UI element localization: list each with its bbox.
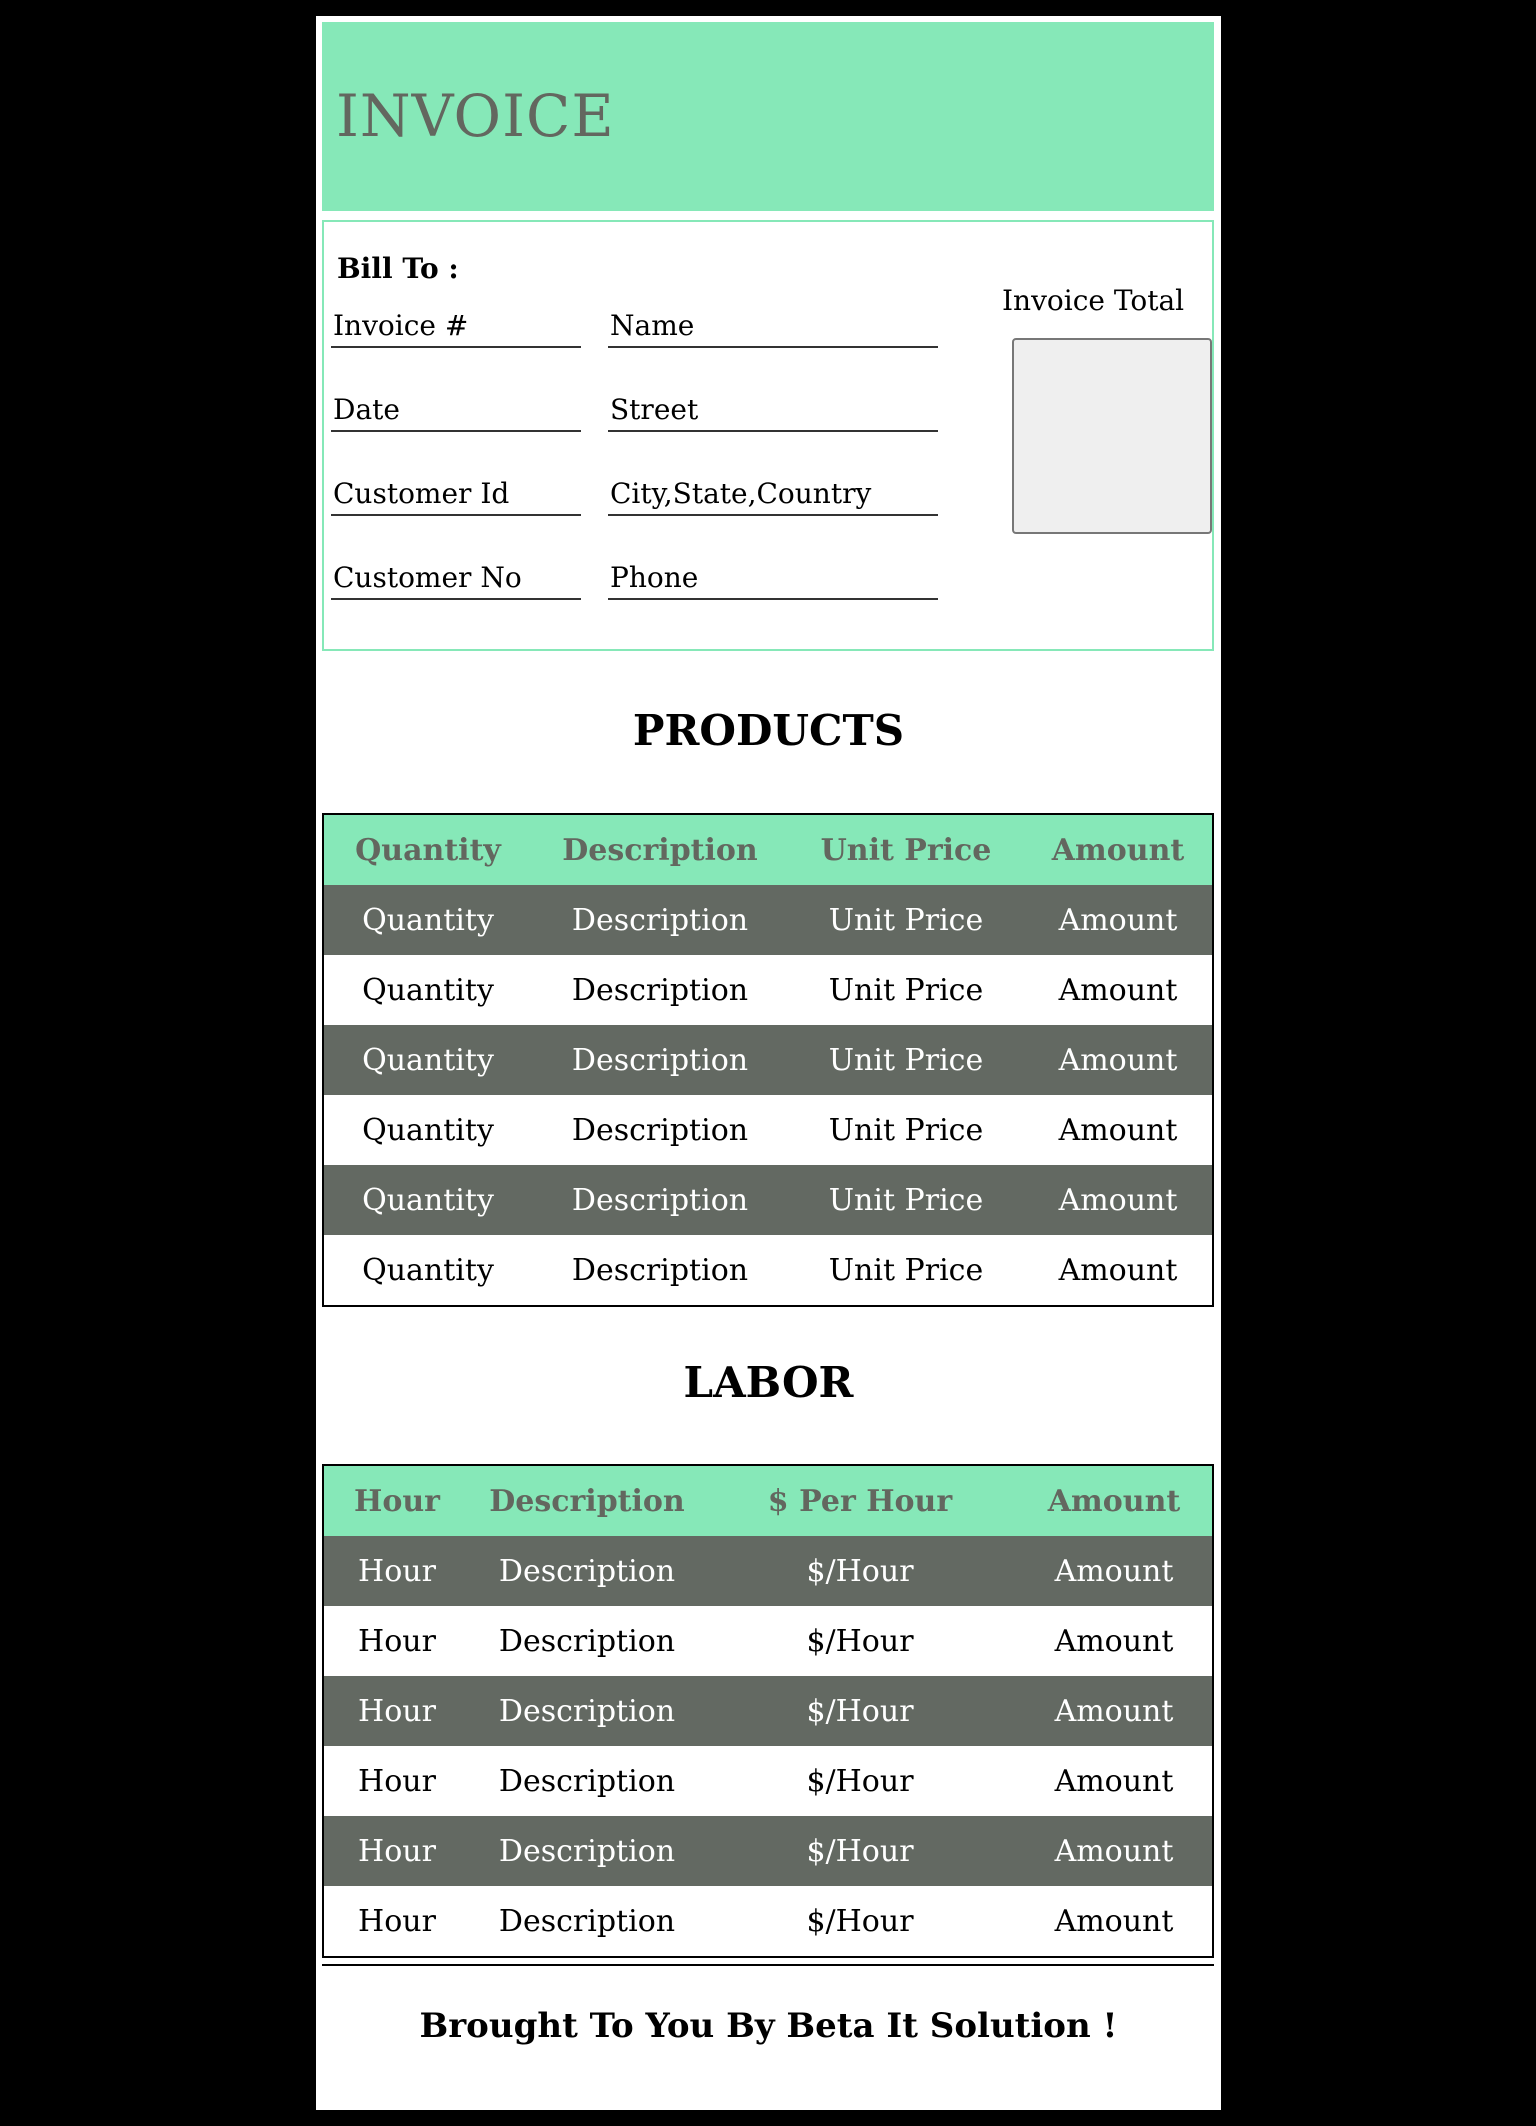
table-cell[interactable]: $/Hour xyxy=(806,1553,914,1589)
city-state-country-label: City,State,Country xyxy=(610,477,872,510)
table-row xyxy=(324,1886,1212,1956)
table-cell[interactable]: $/Hour xyxy=(806,1903,914,1939)
table-cell[interactable]: Quantity xyxy=(362,1042,494,1078)
table-row xyxy=(324,1536,1212,1606)
column-header: $ Per Hour xyxy=(767,1483,953,1519)
table-cell[interactable]: Unit Price xyxy=(828,1252,984,1288)
invoice-title: INVOICE xyxy=(336,82,615,150)
table-cell[interactable]: Hour xyxy=(358,1623,436,1659)
labor-table xyxy=(322,1464,1214,1958)
column-header: Unit Price xyxy=(820,832,992,868)
table-cell[interactable]: Description xyxy=(571,1252,749,1288)
invoice-number-label: Invoice # xyxy=(333,309,469,342)
city-state-country-field[interactable] xyxy=(608,472,938,516)
table-cell[interactable]: $/Hour xyxy=(806,1833,914,1869)
column-header: Amount xyxy=(1051,832,1185,868)
table-cell[interactable]: Description xyxy=(571,1042,749,1078)
customer-id-field[interactable] xyxy=(331,472,581,516)
table-row xyxy=(324,1606,1212,1676)
table-cell[interactable]: Amount xyxy=(1054,1903,1174,1939)
table-cell[interactable]: Amount xyxy=(1054,1763,1174,1799)
table-cell[interactable]: Quantity xyxy=(362,902,494,938)
table-cell[interactable]: Amount xyxy=(1054,1833,1174,1869)
table-cell[interactable]: Unit Price xyxy=(828,1182,984,1218)
table-cell[interactable]: Hour xyxy=(358,1693,436,1729)
table-cell[interactable]: Unit Price xyxy=(828,1112,984,1148)
table-cell[interactable]: Description xyxy=(571,902,749,938)
street-label: Street xyxy=(610,393,699,426)
customer-no-field[interactable] xyxy=(331,556,581,600)
footer-divider xyxy=(322,1964,1214,1966)
labor-header-row xyxy=(324,1466,1212,1536)
table-cell[interactable]: Amount xyxy=(1054,1623,1174,1659)
table-row xyxy=(324,1025,1212,1095)
table-row xyxy=(324,1676,1212,1746)
date-label: Date xyxy=(333,393,400,426)
column-header: Description xyxy=(562,832,758,868)
table-cell[interactable]: Hour xyxy=(358,1763,436,1799)
table-cell[interactable]: $/Hour xyxy=(806,1693,914,1729)
table-row xyxy=(324,1235,1212,1305)
street-field[interactable] xyxy=(608,388,938,432)
table-cell[interactable]: Quantity xyxy=(362,1112,494,1148)
name-field[interactable] xyxy=(608,304,938,348)
table-cell[interactable]: $/Hour xyxy=(806,1763,914,1799)
table-row xyxy=(324,1746,1212,1816)
products-header-row xyxy=(324,815,1212,885)
table-row xyxy=(324,1165,1212,1235)
table-row xyxy=(324,885,1212,955)
invoice-number-field[interactable] xyxy=(331,304,581,348)
table-cell[interactable]: Amount xyxy=(1058,902,1178,938)
customer-id-label: Customer Id xyxy=(333,477,510,510)
invoice-total-box[interactable] xyxy=(1012,338,1212,534)
phone-field[interactable] xyxy=(608,556,938,600)
table-cell[interactable]: Description xyxy=(571,972,749,1008)
table-cell[interactable]: Description xyxy=(571,1182,749,1218)
table-cell[interactable]: Unit Price xyxy=(828,902,984,938)
name-label: Name xyxy=(610,309,695,342)
column-header: Quantity xyxy=(355,832,501,868)
table-cell[interactable]: Description xyxy=(498,1693,676,1729)
table-cell[interactable]: Description xyxy=(498,1623,676,1659)
products-table xyxy=(322,813,1214,1307)
invoice-header xyxy=(322,22,1214,211)
table-cell[interactable]: Description xyxy=(498,1833,676,1869)
bill-to-label: Bill To : xyxy=(337,252,459,285)
labor-title: LABOR xyxy=(683,1358,854,1407)
table-cell[interactable]: Description xyxy=(498,1903,676,1939)
table-cell[interactable]: Amount xyxy=(1058,1182,1178,1218)
invoice-total-label: Invoice Total xyxy=(1002,284,1185,317)
table-cell[interactable]: Description xyxy=(571,1112,749,1148)
table-cell[interactable]: Description xyxy=(498,1553,676,1589)
table-cell[interactable]: Hour xyxy=(358,1903,436,1939)
table-cell[interactable]: Amount xyxy=(1054,1553,1174,1589)
table-cell[interactable]: Unit Price xyxy=(828,1042,984,1078)
table-cell[interactable]: $/Hour xyxy=(806,1623,914,1659)
table-cell[interactable]: Hour xyxy=(358,1553,436,1589)
table-row xyxy=(324,1095,1212,1165)
table-cell[interactable]: Amount xyxy=(1058,1252,1178,1288)
table-cell[interactable]: Amount xyxy=(1058,1112,1178,1148)
table-row xyxy=(324,1816,1212,1886)
column-header: Description xyxy=(489,1483,685,1519)
table-cell[interactable]: Quantity xyxy=(362,1182,494,1218)
date-field[interactable] xyxy=(331,388,581,432)
bill-to-section xyxy=(322,220,1214,651)
invoice-page xyxy=(316,16,1221,2110)
phone-label: Phone xyxy=(610,561,699,594)
table-cell[interactable]: Amount xyxy=(1058,1042,1178,1078)
footer-text: Brought To You By Beta It Solution ! xyxy=(419,2006,1118,2046)
column-header: Amount xyxy=(1047,1483,1181,1519)
products-title: PRODUCTS xyxy=(632,706,905,755)
table-cell[interactable]: Quantity xyxy=(362,972,494,1008)
table-row xyxy=(324,955,1212,1025)
table-cell[interactable]: Description xyxy=(498,1763,676,1799)
customer-no-label: Customer No xyxy=(333,561,522,594)
table-cell[interactable]: Amount xyxy=(1054,1693,1174,1729)
table-cell[interactable]: Hour xyxy=(358,1833,436,1869)
column-header: Hour xyxy=(354,1483,440,1519)
table-cell[interactable]: Amount xyxy=(1058,972,1178,1008)
table-cell[interactable]: Unit Price xyxy=(828,972,984,1008)
table-cell[interactable]: Quantity xyxy=(362,1252,494,1288)
